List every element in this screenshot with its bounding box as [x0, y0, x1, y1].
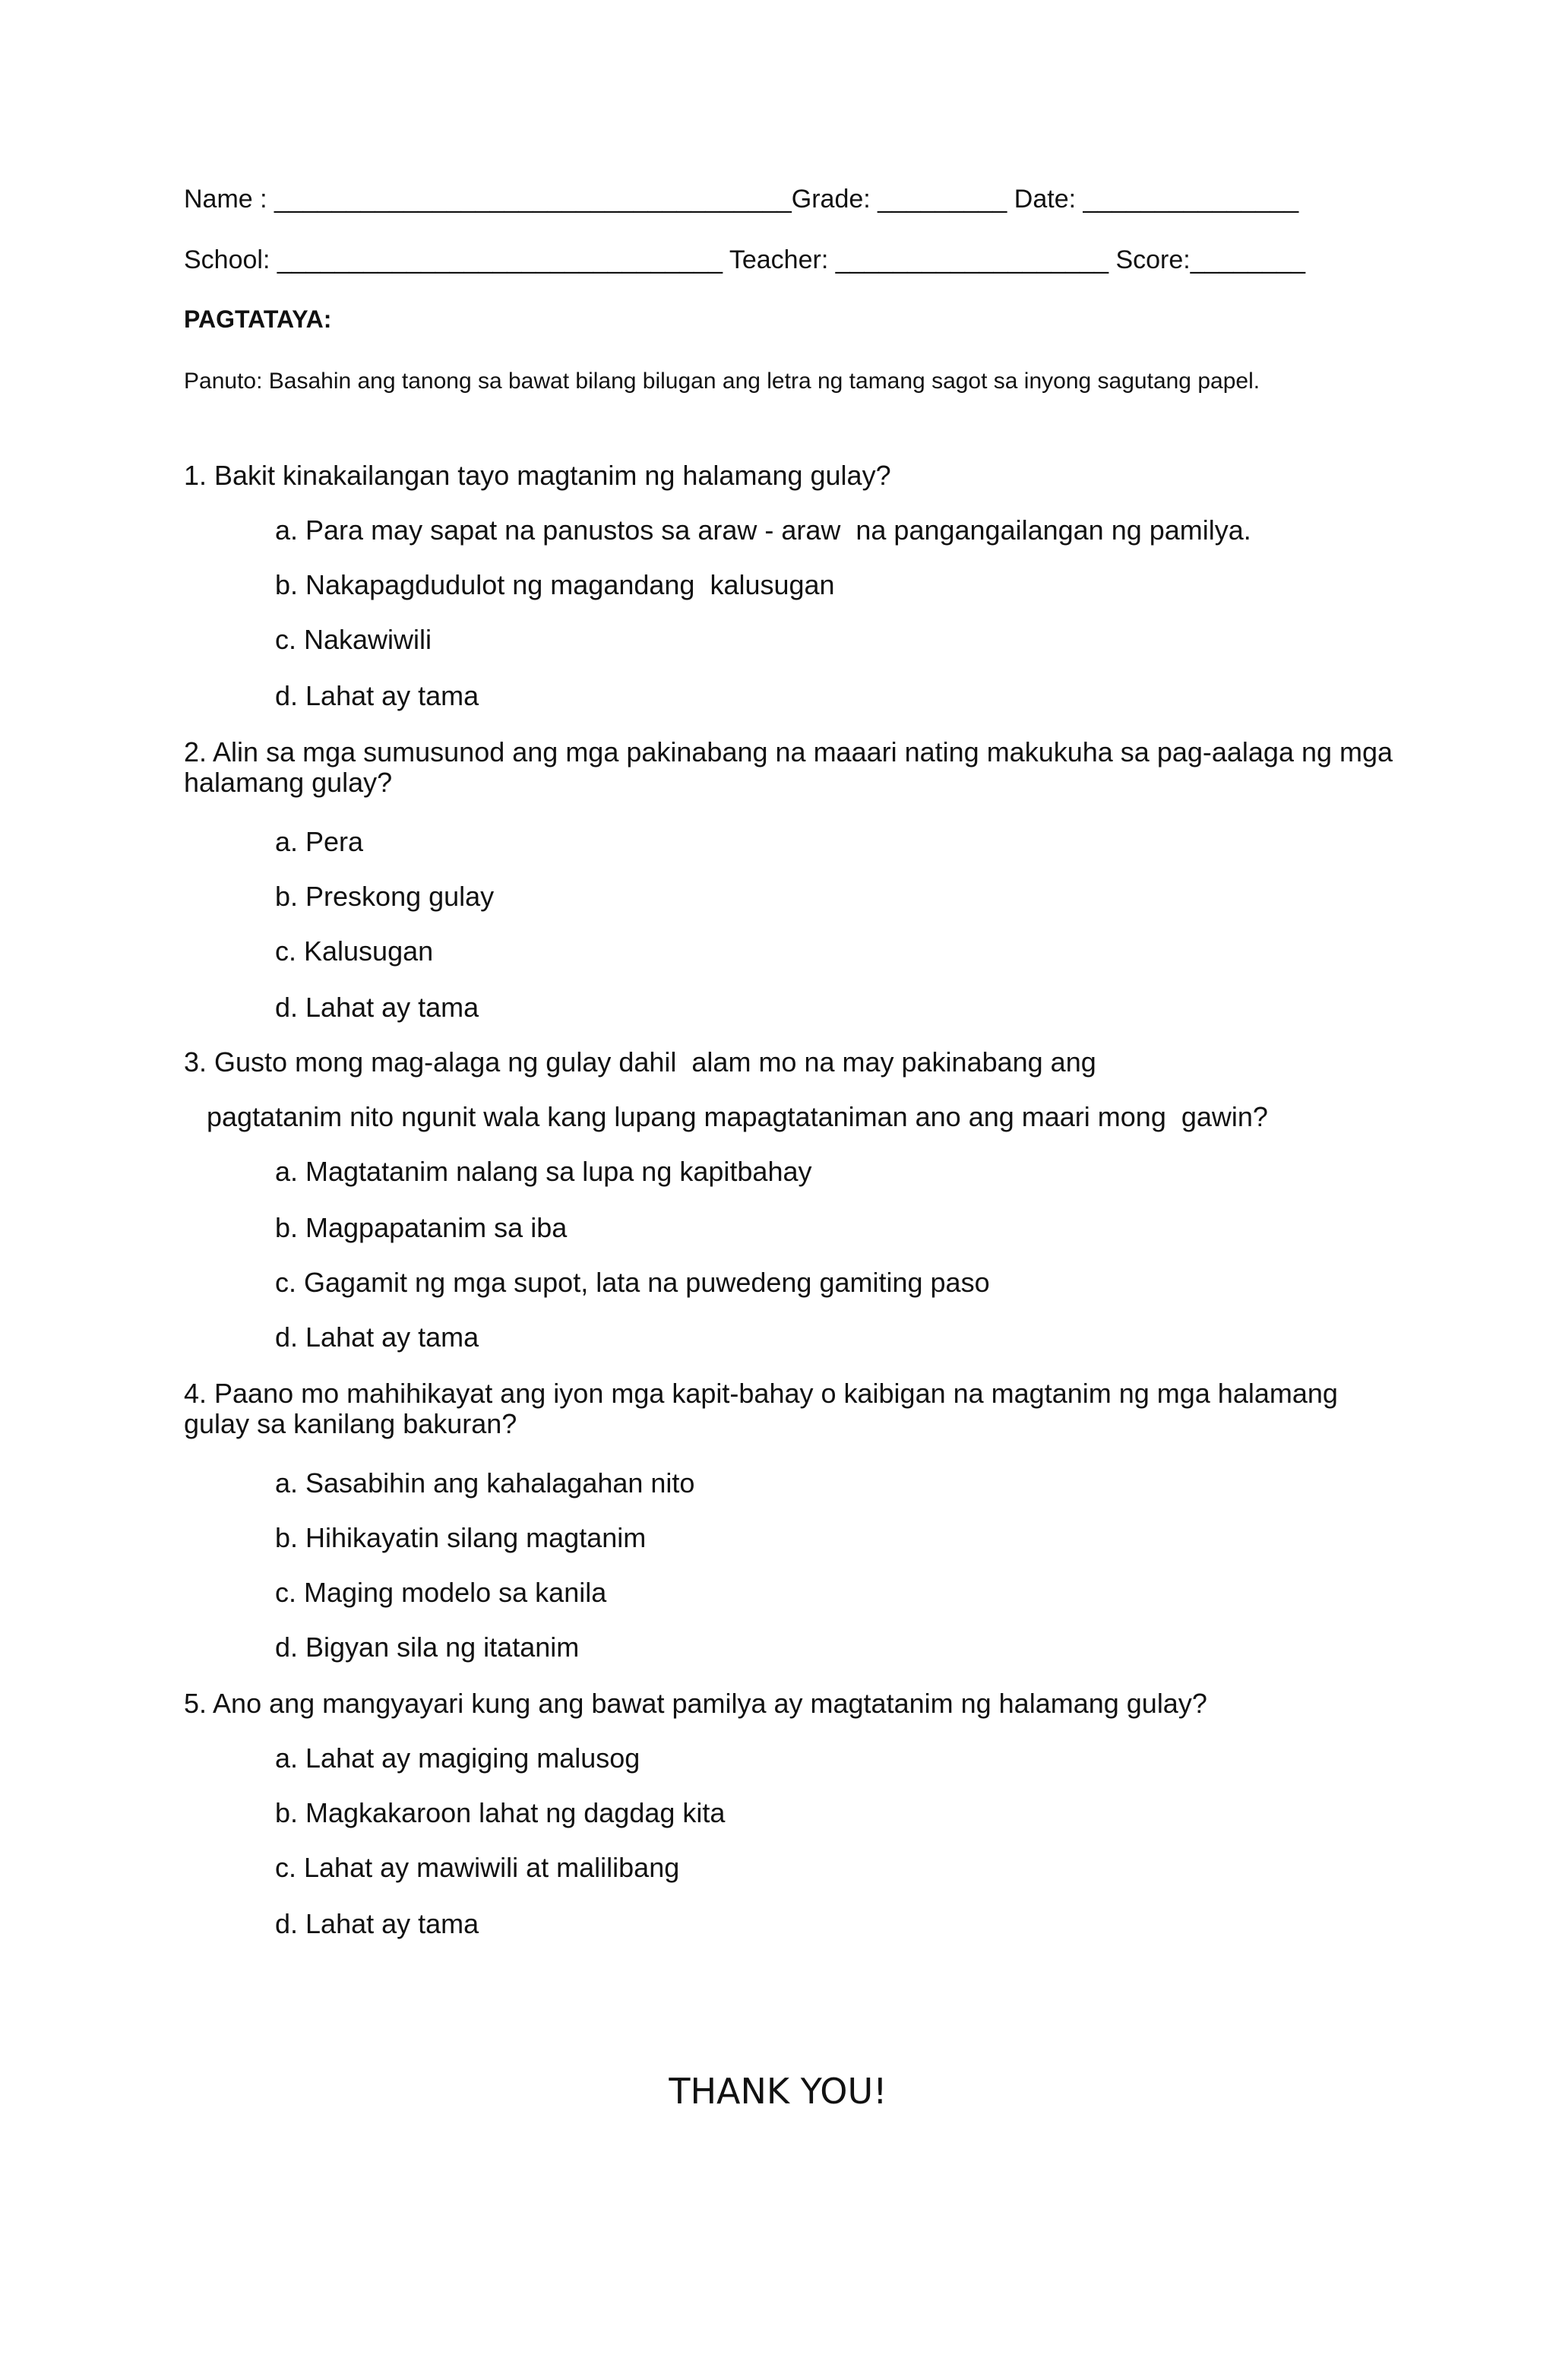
question-3-option-b: b. Magpapatanim sa iba: [275, 1212, 568, 1243]
question-3-line-2: pagtatanim nito ngunit wala kang lupang mapagtataniman ano ang maari mong gawin?: [207, 1101, 1268, 1132]
closing-message: THANK YOU!: [669, 2071, 887, 2112]
question-3-option-d: d. Lahat ay tama: [275, 1321, 479, 1353]
question-5-option-d: d. Lahat ay tama: [275, 1908, 479, 1939]
question-2-option-d: d. Lahat ay tama: [275, 992, 479, 1023]
question-2-option-c: c. Kalusugan: [275, 935, 434, 967]
question-4-option-d: d. Bigyan sila ng itatanim: [275, 1632, 580, 1663]
question-1-option-c: c. Nakawiwili: [275, 624, 432, 655]
question-2-option-b: b. Preskong gulay: [275, 881, 495, 912]
question-5-option-c: c. Lahat ay mawiwili at malilibang: [275, 1852, 680, 1883]
name-grade-date-line: Name : ____________________________________Grade: _________ Date: _______________: [184, 185, 1299, 214]
question-1-option-b: b. Nakapagdudulot ng magandang kalusugan: [275, 569, 835, 600]
school-teacher-score-line: School: _______________________________ Teacher: ___________________ Score:________: [184, 245, 1305, 274]
question-5: 5. Ano ang mangyayari kung ang bawat pamilya ay magtatanim ng halamang gulay?: [184, 1688, 1207, 1719]
question-2-option-a: a. Pera: [275, 826, 364, 857]
question-3-option-a: a. Magtatanim nalang sa lupa ng kapitbahay: [275, 1156, 812, 1187]
question-3-option-c: c. Gagamit ng mga supot, lata na puwedeng gamiting paso: [275, 1267, 990, 1298]
question-1: 1. Bakit kinakailangan tayo magtanim ng halamang gulay?: [184, 460, 891, 491]
question-2: 2. Alin sa mga sumusunod ang mga pakinabang na maaari nating makukuha sa pag-aalaga ng mga halamang gulay?: [184, 736, 1393, 798]
question-4: 4. Paano mo mahihikayat ang iyon mga kapit-bahay o kaibigan na magtanim ng mga halamang gulay sa kanilang bakuran?: [184, 1378, 1338, 1439]
question-1-option-d: d. Lahat ay tama: [275, 680, 479, 711]
question-4-option-b: b. Hihikayatin silang magtanim: [275, 1522, 647, 1553]
question-4-option-c: c. Maging modelo sa kanila: [275, 1577, 607, 1608]
page-title: PAGTATAYA:: [184, 305, 332, 333]
question-4-option-a: a. Sasabihin ang kahalagahan nito: [275, 1467, 695, 1499]
question-3-line-1: 3. Gusto mong mag-alaga ng gulay dahil alam mo na may pakinabang ang: [184, 1046, 1096, 1078]
question-1-option-a: a. Para may sapat na panustos sa araw - araw na pangangailangan ng pamilya.: [275, 514, 1251, 546]
instructions: Panuto: Basahin ang tanong sa bawat bilang bilugan ang letra ng tamang sagot sa inyong sagutang papel.: [184, 369, 1260, 394]
question-5-option-b: b. Magkakaroon lahat ng dagdag kita: [275, 1797, 726, 1828]
question-5-option-a: a. Lahat ay magiging malusog: [275, 1742, 640, 1774]
